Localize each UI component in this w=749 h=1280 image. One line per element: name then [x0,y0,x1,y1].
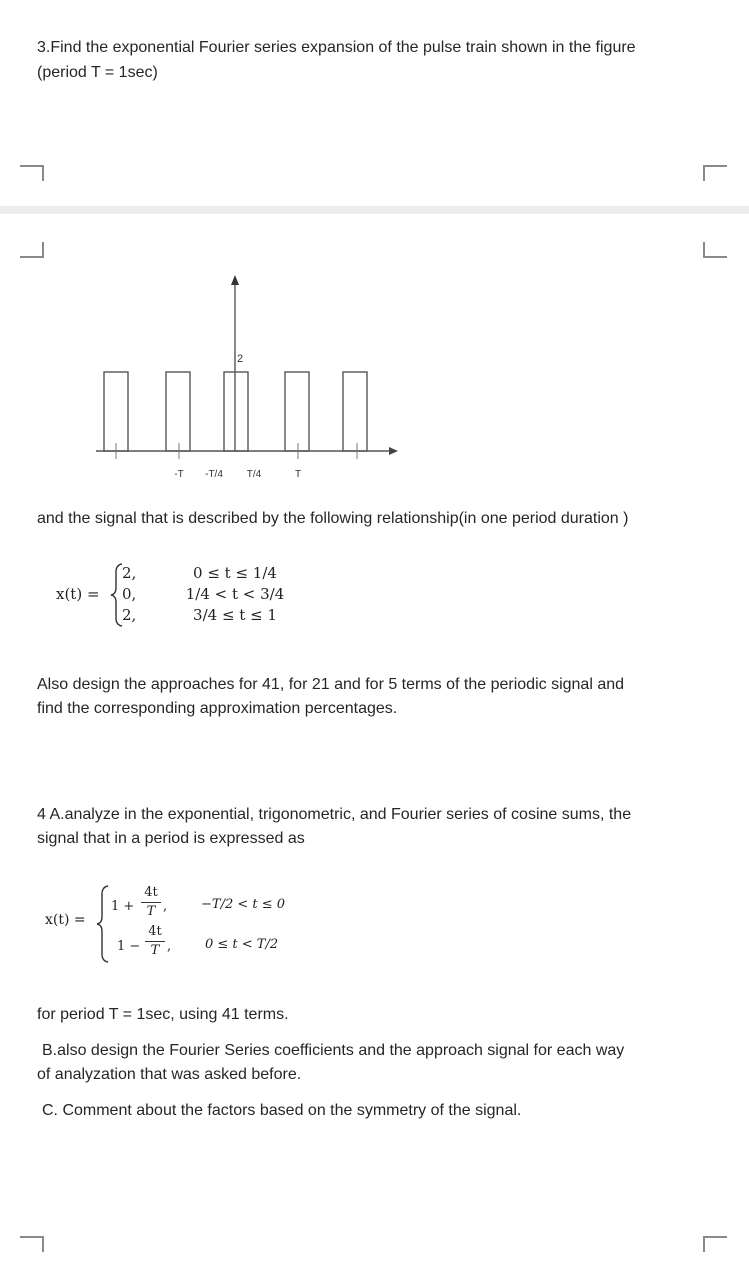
pulse [104,372,128,451]
q4-line-1: 4 A.analyze in the exponential, trigonometric, and Fourier series of cosine sums, the [37,806,632,823]
q3-line-1: 3.Find the exponential Fourier series expansion of the pulse train shown in the figure [37,39,636,56]
q4-line-2: signal that in a period is expressed as [37,830,305,847]
part-c: C. Comment about the factors based on the symmetry of the signal. [42,1102,522,1119]
tick-label: T/4 [246,469,262,480]
amplitude-axis-arrow [231,275,239,285]
piecewise-equation-1 [56,562,356,628]
time-axis-arrow [389,447,398,455]
case-value: 2, [122,564,137,582]
fraction-numerator: 4t [148,924,162,939]
page-corner-mark [703,242,727,258]
fraction-denominator: T [146,904,156,919]
case-condition: 0 ≤ t ≤ 1/4 [193,564,277,582]
page-corner-mark [703,165,727,181]
approx-line-2: find the corresponding approximation percentages. [37,700,398,717]
left-brace [96,884,110,964]
case-prefix: 1 − [117,939,141,954]
tick-label: -T/4 [205,469,223,480]
piecewise-equation-2 [45,881,345,965]
period-text: for period T = 1sec, using 41 terms. [37,1006,289,1023]
case-comma: , [167,939,172,954]
case-condition: 1/4 < t < 3/4 [185,585,285,603]
page-corner-mark [20,242,44,258]
approx-line-1: Also design the approaches for 41, for 21 and for 5 terms of the periodic signal and [37,676,625,693]
pulse [285,372,309,451]
page-separator [0,206,749,214]
equation-lhs: x(t) = [45,912,86,928]
signal-intro: and the signal that is described by the following relationship(in one period duration ) [37,510,629,527]
case-condition: −T/2 < t ≤ 0 [201,897,286,912]
fraction-denominator: T [150,943,160,958]
amplitude-label: 2 [237,353,244,365]
fraction-numerator: 4t [144,885,158,900]
part-b-line-1: B.also design the Fourier Series coefficients and the approach signal for each way [42,1042,625,1059]
page-corner-mark [703,1236,727,1252]
page-corner-mark [20,1236,44,1252]
tick-label: T [294,469,302,480]
case-condition: 0 ≤ t < T/2 [205,937,279,952]
q3-line-2: (period T = 1sec) [37,64,158,81]
case-comma: , [163,899,168,914]
case-value: 2, [122,606,137,624]
pulse [224,372,248,451]
fraction-bar [145,941,165,942]
equation-lhs: x(t) = [56,585,100,603]
case-value: 0, [122,585,137,603]
page-corner-mark [20,165,44,181]
pulse [343,372,367,451]
pulse-train-figure [0,270,749,485]
case-prefix: 1 + [111,899,135,914]
case-condition: 3/4 ≤ t ≤ 1 [193,606,277,624]
tick-label: -T [174,469,184,480]
fraction-bar [141,902,161,903]
part-b-line-2: of analyzation that was asked before. [37,1066,302,1083]
pulse [166,372,190,451]
